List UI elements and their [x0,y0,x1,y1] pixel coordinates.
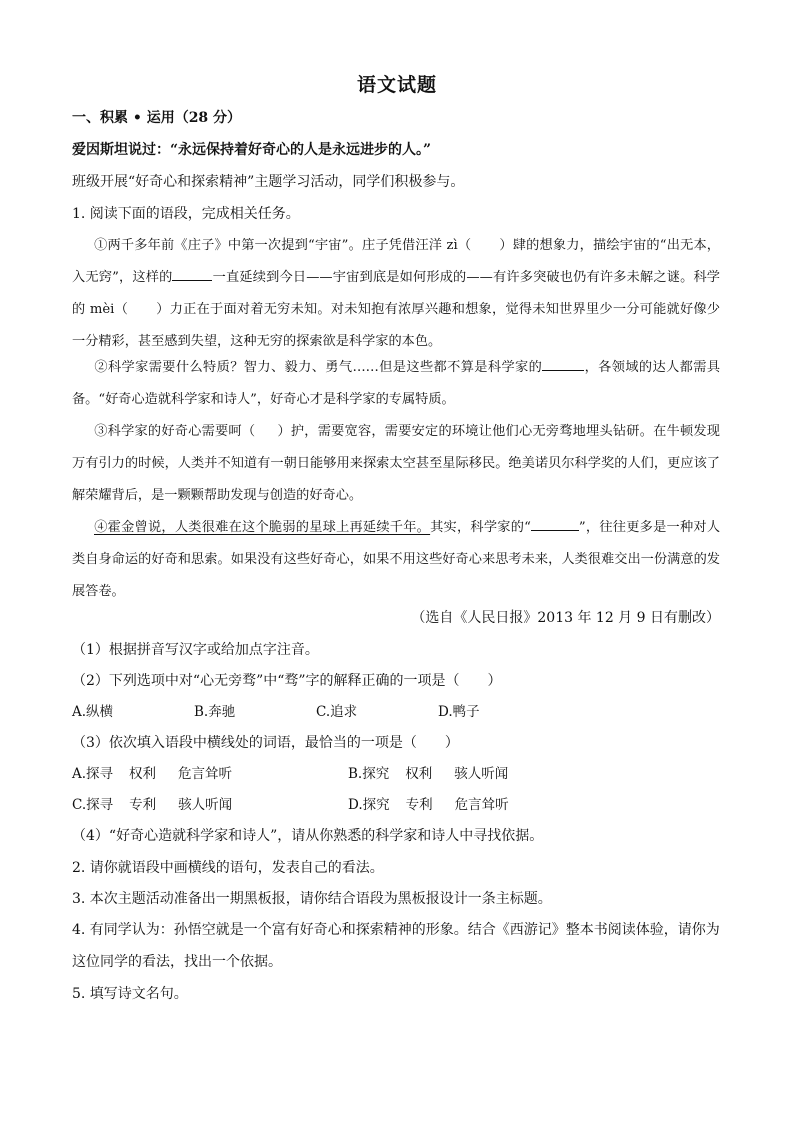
fill-blank-1 [172,268,212,281]
passage-paragraph-1: ①两千多年前《庄子》中第一次提到“宇宙”。庄子凭借汪洋 zì（ ）肆的想象力，描绘宇宙的“出无本，入无窍”，这样的 一直延续到今日——宇宙到底是如何形成的——有许多突破也仍有许多未解之谜。科学的 mèi（ ）力正在于面对着无穷未知。对未知抱有浓厚兴趣和想象，觉得未知世界里少一分可能就好像少一分精彩，甚至感到失望，这种无穷的探索欲是科学家的本色。 [72,238,721,349]
section-heading: 一、积累 • 运用（28 分） [72,110,242,126]
fill-blank-3 [531,518,579,531]
activity-intro: 班级开展“好奇心和探索精神”主题学习活动，同学们积极参与。 [72,174,465,190]
question-4-line-2: 这位同学的看法，找出一个依据。 [72,954,282,970]
question-2: 2. 请你就语段中画横线的语句，发表自己的看法。 [72,860,384,876]
option-3-a: A.探寻 权利 危言耸听 [72,766,233,782]
option-2-a: A.纵横 [72,704,114,720]
option-2-c: C.追求 [316,704,358,720]
question-4-line-1: 4. 有同学认为：孙悟空就是一个富有好奇心和探索精神的形象。结合《西游记》整本书阅读体验，请你为 [72,922,720,938]
passage-source: （选自《人民日报》2013 年 12 月 9 日有删改） [411,610,720,626]
question-3: 3. 本次主题活动准备出一期黑板报，请你结合语段为黑板报设计一条主标题。 [72,891,552,907]
sub-question-1: （1）根据拼音写汉字或给加点字注音。 [72,642,319,658]
fill-blank-2 [542,358,584,371]
einstein-quote: 爱因斯坦说过：“永远保持着好奇心的人是永远进步的人。” [72,142,432,158]
question-5: 5. 填写诗文名句。 [72,986,188,1002]
option-3-d: D.探究 专利 危言耸听 [348,797,509,813]
option-3-b: B.探究 权利 骇人听闻 [348,766,509,782]
sub-question-4: （4）“好奇心造就科学家和诗人”，请从你熟悉的科学家和诗人中寻找依据。 [72,828,544,844]
sub-question-3: （3）依次填入语段中横线处的词语，最恰当的一项是（ ） [72,735,459,751]
passage-paragraph-2: ②科学家需要什么特质？智力、毅力、勇气……但是这些都不算是科学家的 ，各领域的达人都需具备。“好奇心造就科学家和诗人”，好奇心才是科学家的专属特质。 [72,360,721,407]
question-1-stem: 1. 阅读下面的语段，完成相关任务。 [72,206,300,222]
option-2-b: B.奔驰 [194,704,236,720]
passage-paragraph-4: ④霍金曾说，人类很难在这个脆弱的星球上再延续千年。其实，科学家的“ ”，往往更多是一种对人类自身命运的好奇和思索。如果没有这些好奇心，如果不用这些好奇心来思考未来，人类很难交出一份满意的发展答卷。 [72,520,721,599]
page-title: 语文试题 [356,74,437,96]
option-3-c: C.探寻 专利 骇人听闻 [72,797,233,813]
sub-question-2: （2）下列选项中对“心无旁骛”中“骛”字的解释正确的一项是（ ） [72,673,502,689]
option-2-d: D.鸭子 [438,704,480,720]
underlined-sentence: ④霍金曾说，人类很难在这个脆弱的星球上再延续千年。 [94,520,431,535]
passage-paragraph-3: ③科学家的好奇心需要呵（ ）护，需要宽容，需要安定的环境让他们心无旁骛地埋头钻研。在牛顿发现万有引力的时候，人类并不知道有一朝日能够用来探索太空甚至星际移民。绝美诺贝尔科学奖的人们，更应该了解荣耀背后，是一颗颗帮助发现与创造的好奇心。 [72,424,720,503]
